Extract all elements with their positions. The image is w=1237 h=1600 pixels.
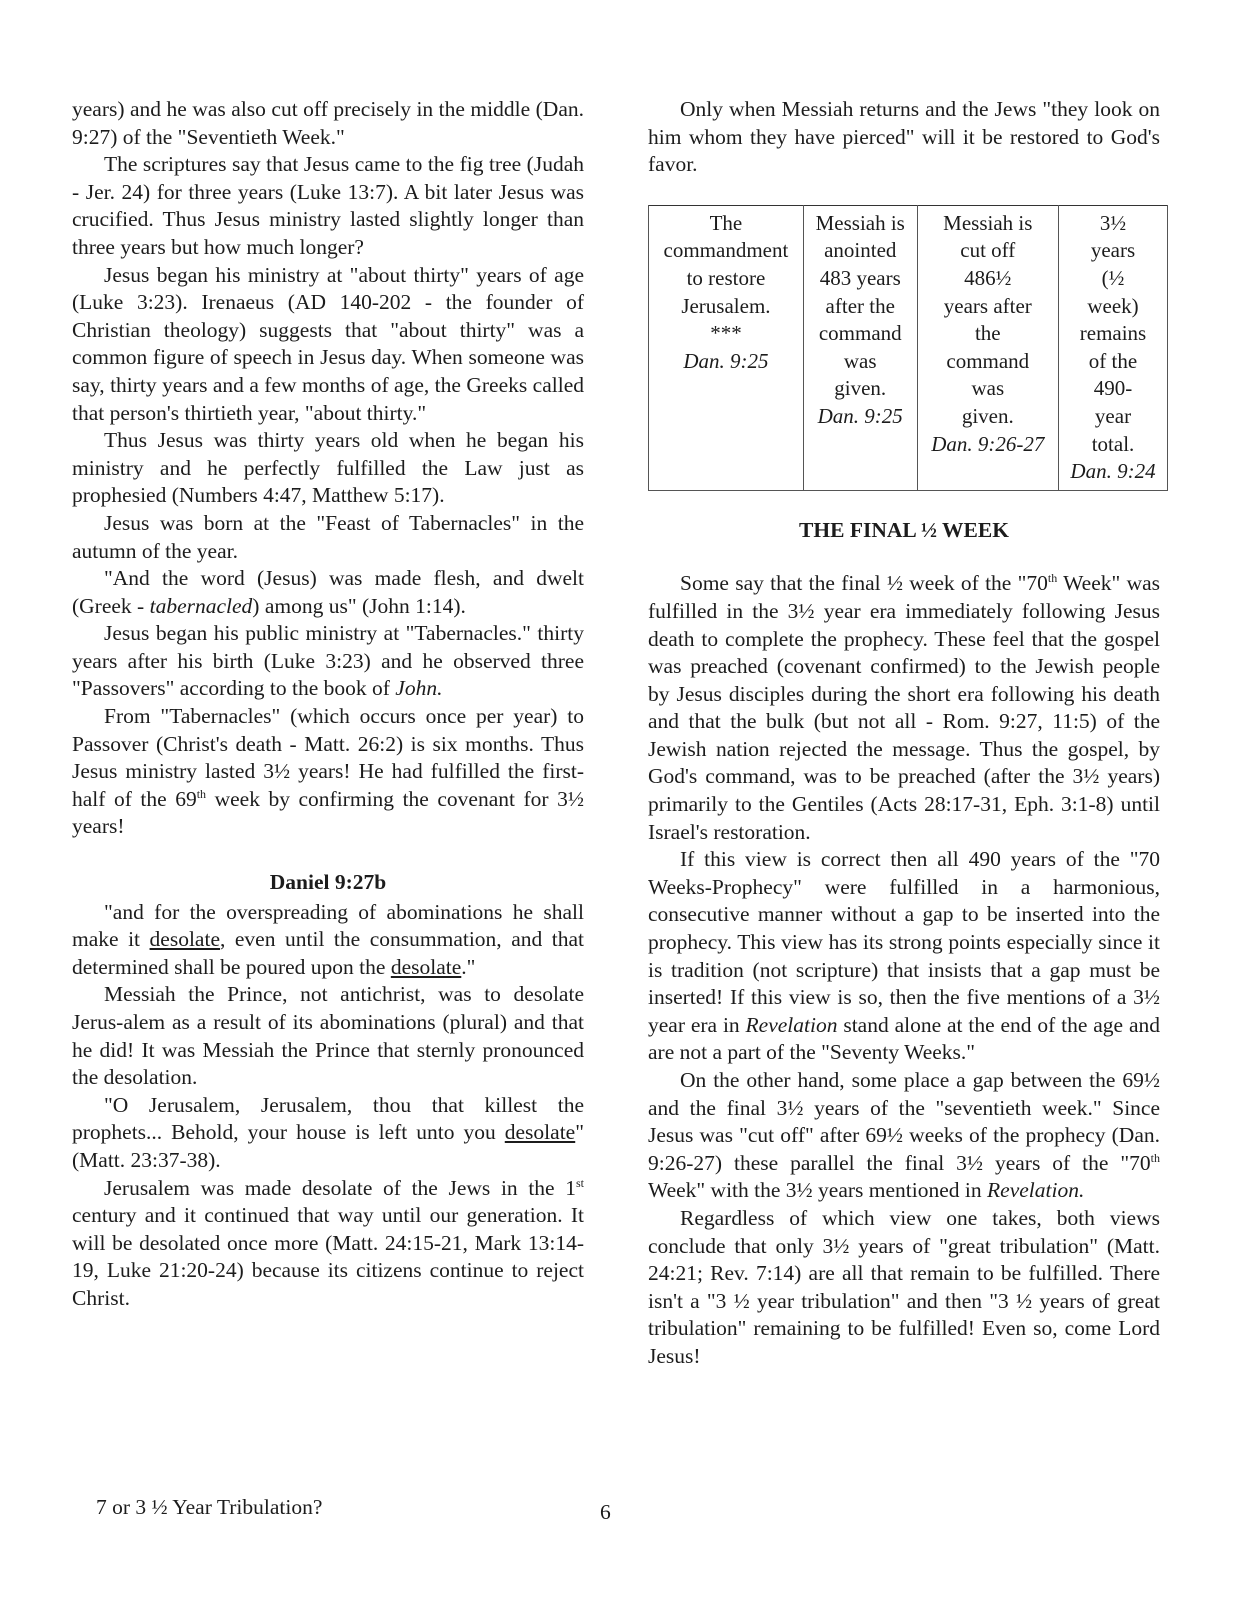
text: Week" was fulfilled in the 3½ year era immediately following Jesus death to complete the prophecy. These feel that the gospel was preached (covenant confirmed) to the Jewish people by Jesus disciples during the short era following his death and that the bulk (but not all - Rom. 9:27, 11:5) of the Jewish nation rejected the message. Thus the gospel, by God's command, was to be preached (after the 3½ years) primarily to the Gentiles (Acts 28:17-31, Eph. 3:1-8) until Israel's restoration.	[648, 571, 1160, 844]
underlined-text: desolate	[390, 954, 462, 979]
text: If this view is correct then all 490 years of the "70 Weeks-Prophecy" were fulfilled in a harmonious, consecutive manner without a gap to be inserted into the prophecy. This view has its strong points especially since it is tradition (not scripture) that insists that a gap must be inserted! If this view is so, then the five mentions of a 3½ year era in	[648, 847, 1160, 1037]
cell-line: was	[971, 376, 1005, 401]
cell-line: (½	[1101, 265, 1125, 290]
cell-reference: Dan. 9:25	[817, 403, 903, 428]
italic-text: Revelation.	[987, 1178, 1085, 1203]
cell-line: 3½	[1099, 210, 1127, 235]
italic-text: tabernacled	[149, 593, 253, 618]
left-column	[72, 96, 584, 1313]
page-number: 6	[600, 1500, 611, 1524]
cell-line: week)	[1087, 293, 1139, 318]
scripture-quote	[72, 1092, 584, 1175]
cell-line: cut off	[960, 238, 1016, 263]
cell-line: Messiah is	[943, 210, 1033, 235]
cell-line: years after	[943, 293, 1032, 318]
cell-line: Messiah is	[815, 210, 905, 235]
text: From "Tabernacles" (which occurs once per year) to Passover (Christ's death - Matt. 26:2) is six months. Thus Jesus ministry lasted 3½ years! He had fulfilled the first-half of the 69	[72, 704, 584, 811]
paragraph	[648, 570, 1160, 846]
cell-line: was	[843, 348, 877, 373]
paragraph	[72, 565, 584, 620]
italic-text: Revelation	[745, 1012, 838, 1037]
underlined-text: desolate	[149, 927, 220, 952]
cell-line: The	[709, 210, 743, 235]
text: century and it continued that way until our generation. It will be desolated once more (Matt. 24:15-21, Mark 13:14-19, Luke 21:20-24) because its citizens continue to reject Christ.	[72, 1203, 584, 1310]
cell-line: after the	[825, 293, 895, 318]
timeline-table	[648, 205, 1168, 491]
superscript: st	[575, 1175, 584, 1190]
superscript: th	[1150, 1150, 1160, 1165]
superscript: th	[1047, 571, 1058, 586]
footer-title: 7 or 3 ½ Year Tribulation?	[96, 1495, 323, 1519]
cell-line: years	[1090, 238, 1136, 263]
cell-line: command	[818, 321, 902, 346]
section-heading: Daniel 9:27b	[269, 870, 387, 895]
cell-line: command	[946, 348, 1030, 373]
text: On the other hand, some place a gap between the 69½ and the final 3½ years of the "seventieth week." Since Jesus was "cut off" after 69½ weeks of the prophecy (Dan. 9:26-27) these parallel the final 3½ years of the "70	[648, 1068, 1160, 1175]
table-row	[649, 205, 1168, 490]
text: week by confirming the covenant for 3½ years!	[72, 786, 584, 839]
paragraph: Regardless of which view one takes, both views conclude that only 3½ years of "great tribulation" (Matt. 24:21; Rev. 7:14) are all that remain to be fulfilled. There isn't a "3 ½ year tribulation" and then "3 ½ years of great tribulation" remaining to be fulfilled! Even so, come Lord Jesus!	[648, 1205, 1160, 1368]
text: "O Jerusalem, Jerusalem, thou that killest the prophets... Behold, your house is left unto you	[72, 1092, 584, 1145]
cell-line: year	[1094, 403, 1132, 428]
cell-line: of the	[1088, 348, 1138, 373]
cell-line: ***	[710, 321, 742, 346]
paragraph: years) and he was also cut off precisely in the middle (Dan. 9:27) of the "Seventieth Week."	[72, 97, 584, 149]
table-cell-remaining	[1058, 205, 1167, 490]
cell-reference: Dan. 9:24	[1070, 459, 1156, 484]
cell-line: to restore	[686, 265, 766, 290]
table-cell-anointed	[803, 205, 917, 490]
cell-reference: Dan. 9:25	[683, 348, 769, 373]
text: stand alone at the end of the age and are not a part of the "Seventy Weeks."	[648, 1012, 1160, 1065]
paragraph	[648, 1067, 1160, 1205]
superscript: th	[196, 786, 207, 801]
text: "and for the overspreading of abominations he shall make it	[72, 899, 584, 952]
text: Week" with the 3½ years mentioned in	[648, 1178, 988, 1203]
text: Jesus began his public ministry at "Tabernacles." thirty years after his birth (Luke 3:23) and he observed three "Passovers" according to the book of	[72, 621, 584, 701]
cell-line: commandment	[663, 238, 789, 263]
cell-line: given.	[961, 403, 1014, 428]
text: ."	[461, 954, 476, 979]
paragraph: Only when Messiah returns and the Jews "they look on him whom they have pierced" will it be restored to God's favor.	[648, 97, 1160, 177]
paragraph: Messiah the Prince, not antichrist, was to desolate Jerus-alem as a result of its abominations (plural) and that he did! It was Messiah the Prince that sternly pronounced the desolation.	[72, 982, 584, 1090]
table-cell-cut-off	[917, 205, 1058, 490]
right-column	[648, 96, 1160, 1371]
cell-line: total.	[1091, 431, 1135, 456]
text: " (Matt. 23:37-38).	[72, 1120, 584, 1172]
underlined-text: desolate	[504, 1120, 576, 1145]
paragraph	[72, 703, 584, 841]
text: , even until the consummation, and that determined shall be poured upon the	[72, 927, 584, 979]
cell-reference: Dan. 9:26-27	[931, 431, 1045, 456]
text: Some say that the final ½ week of the "70	[680, 571, 1048, 596]
paragraph	[648, 846, 1160, 1067]
text: "And the word (Jesus) was made flesh, and dwelt (Greek -	[72, 566, 584, 618]
cell-line: 490-	[1093, 376, 1133, 401]
scripture-quote	[72, 899, 584, 982]
cell-line: remains	[1079, 321, 1147, 346]
cell-line: Jerusalem.	[681, 293, 771, 318]
paragraph: Jesus began his ministry at "about thirty" years of age (Luke 3:23). Irenaeus (AD 140-202 - the founder of Christian theology) suggests that "about thirty" was a common figure of speech in Jesus day. When someone was say, thirty years and a few months of age, the Greeks called that person's thirtieth year, "about thirty."	[72, 262, 584, 425]
cell-line: the	[974, 321, 1001, 346]
paragraph	[72, 620, 584, 703]
cell-line: 486½	[964, 265, 1012, 290]
italic-text: John.	[395, 676, 443, 701]
section-heading: THE FINAL ½ WEEK	[799, 517, 1009, 542]
paragraph: Jesus was born at the "Feast of Tabernacles" in the autumn of the year.	[72, 510, 584, 563]
paragraph	[72, 1175, 584, 1313]
cell-line: anointed	[824, 238, 897, 263]
table-cell-commandment	[649, 205, 804, 490]
paragraph: The scriptures say that Jesus came to the fig tree (Judah - Jer. 24) for three years (Luke 13:7). A bit later Jesus was crucified. Thus Jesus ministry lasted slightly longer than three years but how much longer?	[72, 152, 584, 259]
text: ) among us" (John 1:14).	[252, 593, 466, 618]
cell-line: given.	[834, 376, 887, 401]
cell-line: 483 years	[819, 265, 901, 290]
text: Jerusalem was made desolate of the Jews in the 1	[104, 1175, 576, 1200]
paragraph: Thus Jesus was thirty years old when he began his ministry and he perfectly fulfilled the Law just as prophesied (Numbers 4:47, Matthew 5:17).	[72, 428, 584, 508]
